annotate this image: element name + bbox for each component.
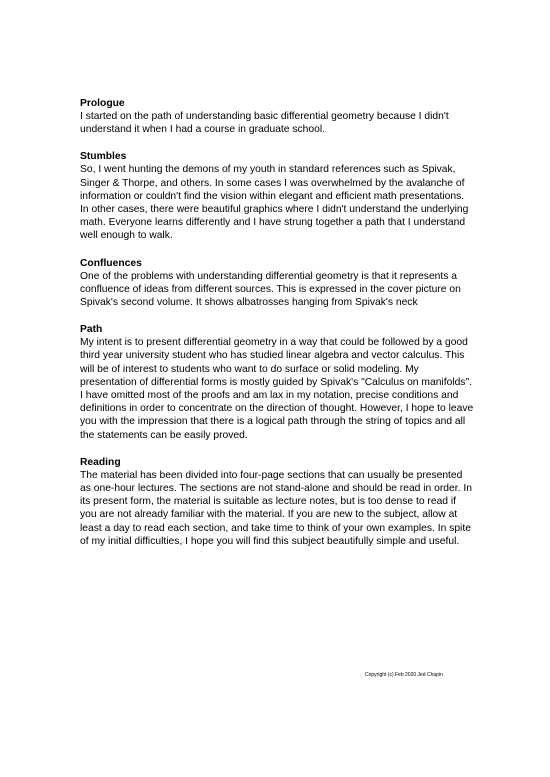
section-body: I started on the path of understanding basic differential geometry because I didn't understand it when I had a course in graduate school.: [80, 111, 449, 136]
section-reading: [80, 456, 475, 548]
copyright-notice: Copyright (c) Feb 2020 Jed Chapin: [365, 672, 443, 678]
section-body: One of the problems with understanding differential geometry is that it represents a confluence of ideas from different sources. This is expressed in the cover picture on Spivak's second volume. It shows albatrosses hanging from Spivak's neck: [80, 270, 461, 309]
section-confluences: [80, 257, 475, 310]
section-heading: Stumbles: [80, 151, 127, 163]
section-body: My intent is to present differential geometry in a way that could be followed by a good third year university student who has studied linear algebra and vector calculus. This will be of interest to students who want to do surface or solid modeling. My presentation of differential forms is mostly guided by Spivak's "Calculus on manifolds". I have omitted most of the proofs and am lax in my notation, precise conditions and definitions in order to concentrate on the direction of thought. However, I hope to leave you with the impression that there is a logical path through the string of topics and all the statements can be easily proved.: [80, 337, 474, 441]
section-heading: Prologue: [80, 98, 125, 109]
section-prologue: [80, 97, 475, 136]
section-path: [80, 323, 475, 442]
section-stumbles: [80, 150, 475, 242]
document-content: [80, 97, 475, 562]
section-heading: Path: [80, 324, 103, 336]
section-body: So, I went hunting the demons of my youth in standard references such as Spivak, Singer & Thorpe, and others. In some cases I was overwhelmed by the avalanche of information or couldn't find the vision within elegant and efficient math presentations. In other cases, there were beautiful graphics where I didn't understand the underlying math. Everyone learns differently and I have strung together a path that I understand well enough to walk.: [80, 164, 469, 242]
section-heading: Confluences: [80, 257, 142, 269]
section-heading: Reading: [80, 456, 121, 468]
section-body: The material has been divided into four-page sections that can usually be presented as one-hour lectures. The sections are not stand-alone and should be read in order. In its present form, the material is suitable as lecture notes, but is too dense to read if you are not already familiar with the material. If you are new to the subject, allow at least a day to read each section, and take time to think of your own examples. In spite of my initial difficulties, I hope you will find this subject beautifully simple and useful.: [80, 469, 472, 547]
